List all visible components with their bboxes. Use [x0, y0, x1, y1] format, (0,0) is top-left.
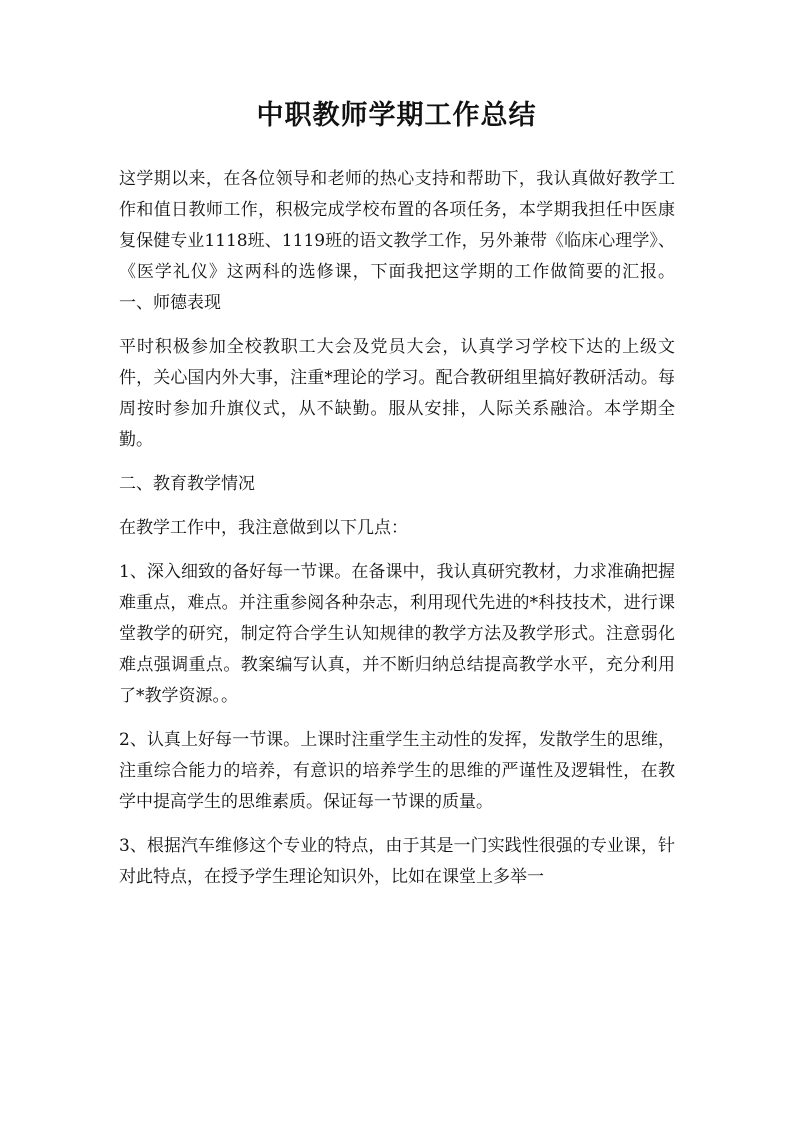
paragraph-teaching-intro: 在教学工作中，我注意做到以下几点：: [119, 518, 408, 538]
paragraph-point-3: 3、根据汽车维修这个专业的特点，由于其是一门实践性很强的专业课，针对此特点，在授予学生理论知识外，比如在课堂上多举一: [119, 836, 675, 887]
document-body: [119, 164, 675, 906]
document-title: 中职教师学期工作总结: [256, 100, 537, 131]
section-heading-teaching: 二、教育教学情况: [119, 474, 255, 494]
paragraph-intro: 这学期以来，在各位领导和老师的热心支持和帮助下，我认真做好教学工作和值日教师工作，积极完成学校布置的各项任务，本学期我担任中医康复保健专业1118班、1119班的语文教学工作，另外兼带《临床心理学》、《医学礼仪》这两科的选修课，下面我把这学期的工作做简要的汇报。 一、师德表现: [119, 169, 675, 313]
paragraph-ethics: 平时积极参加全校教职工大会及党员大会，认真学习学校下达的上级文件，关心国内外大事，注重*理论的学习。配合教研组里搞好教研活动。每周按时参加升旗仪式，从不缺勤。服从安排，人际关系融洽。本学期全勤。: [119, 337, 675, 450]
paragraph-point-2: 2、认真上好每一节课。上课时注重学生主动性的发挥，发散学生的思维，注重综合能力的培养，有意识的培养学生的思维的严谨性及逻辑性，在教学中提高学生的思维素质。保证每一节课的质量。: [119, 730, 675, 812]
paragraph-point-1: 1、深入细致的备好每一节课。在备课中，我认真研究教材，力求准确把握难重点，难点。并注重参阅各种杂志，利用现代先进的*科技技术，进行课堂教学的研究，制定符合学生认知规律的教学方法及教学形式。注意弱化难点强调重点。教案编写认真，并不断归纳总结提高教学水平，充分利用了*教学资源。。: [119, 562, 675, 706]
